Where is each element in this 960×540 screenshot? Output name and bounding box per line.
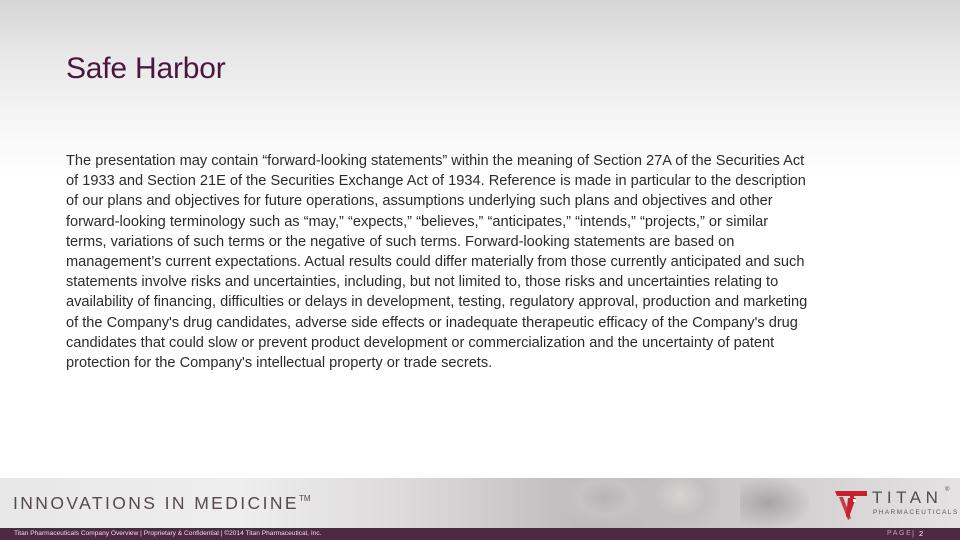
body-line: of the Company's drug candidates, adverse side effects or inadequate therapeutic efficacy of the Company's drug [66,314,798,331]
body-line: forward-looking terminology such as “may,” “expects,” “believes,” “anticipates,” “intends,” “projects,” or similar [66,213,769,230]
body-line: statements involve risks and uncertainties, including, but not limited to, those risks and uncertainties relating to [66,274,779,291]
footer-photo [560,478,650,528]
registered-mark: ® [945,487,950,493]
page-number: 2 [919,529,924,538]
body-line: The presentation may contain “forward-looking statements” within the meaning of Section 27A of the Securities Act [66,153,805,169]
footer-bar [0,528,960,540]
trademark-mark: TM [298,494,311,503]
safe-harbor-text [66,151,888,373]
confidential-footnote: Titan Pharmaceuticals Company Overview | Proprietary & Confidential | ©2014 Titan Pharmaceutical, Inc. [14,530,322,537]
titan-logo-icon [833,487,871,525]
footer-photo [740,478,810,528]
body-line: protection for the Company's intellectual property or trade secrets. [66,355,493,372]
tagline [13,493,311,514]
body-line: of our plans and objectives for future operations, assumptions underlying such plans and objectives and other [66,193,773,210]
logo-wordmark: TITAN [872,488,943,507]
titan-logo [833,487,959,525]
footer-photo [640,478,720,528]
body-line: candidates that could slow or prevent product development or commercialization and the uncertainty of patent [66,334,775,351]
page-separator: | [912,529,915,538]
body-line: availability of financing, difficulties or delays in development, testing, regulatory approval, production and marketing [66,294,808,311]
page-label: PAGE [887,530,913,537]
body-line: terms, variations of such terms or the negative of such terms. Forward-looking statements are based on [66,233,735,250]
logo-subtitle: PHARMACEUTICALS [873,509,959,516]
body-line: of 1933 and Section 21E of the Securities Exchange Act of 1934. Reference is made in particular to the description [66,173,806,190]
body-line: management’s current expectations. Actual results could differ materially from those currently anticipated and such [66,254,805,271]
tagline-text: INNOVATIONS IN MEDICINE [13,493,299,513]
slide-title: Safe Harbor [66,52,226,85]
